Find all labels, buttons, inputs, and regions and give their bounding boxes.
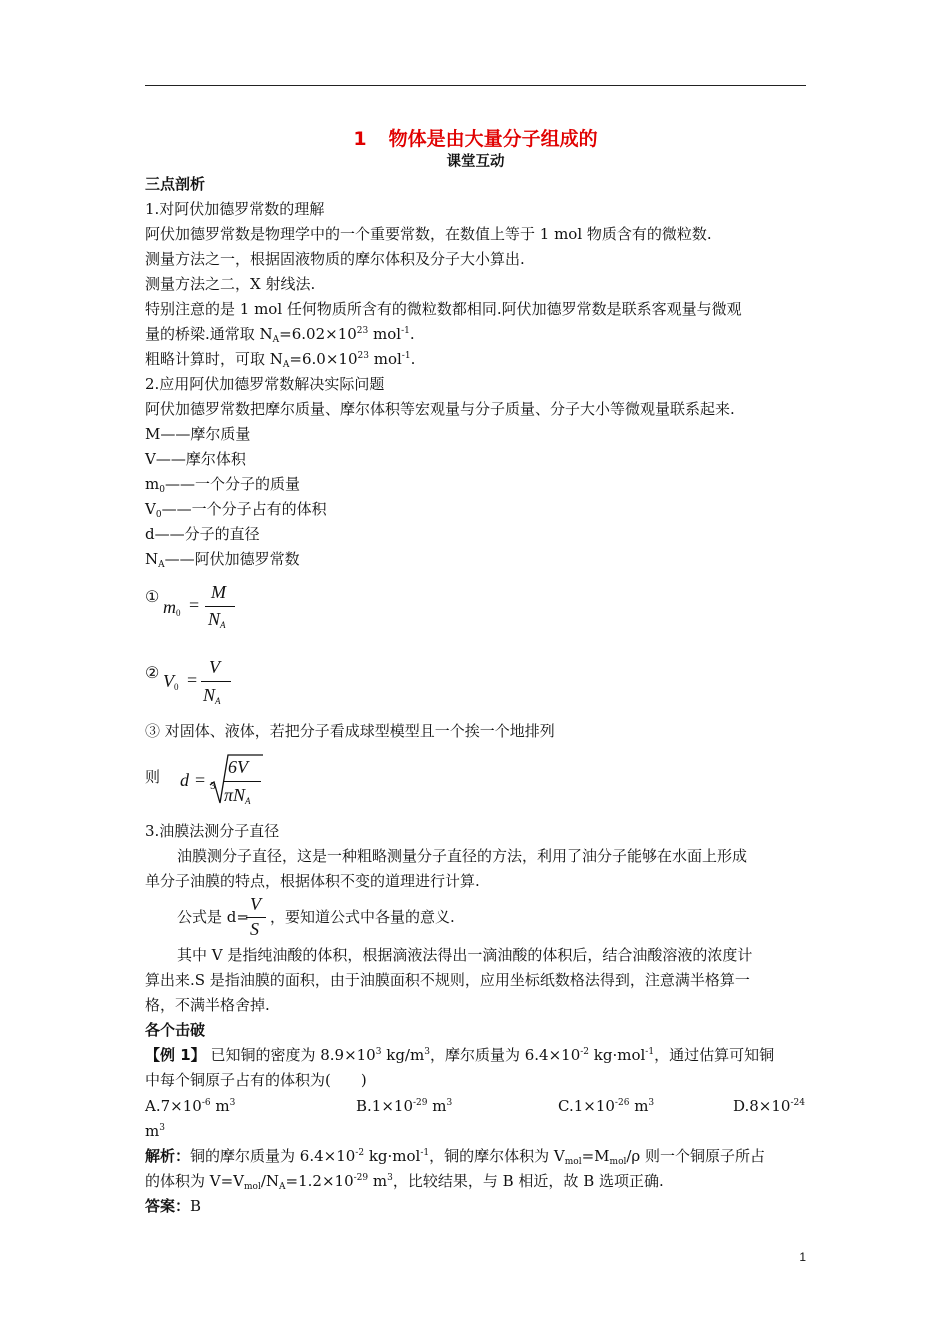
definition-line: $V_0——$一个分子占有的体积 [145,500,327,520]
paragraph-line: 其中 V 是指纯油酸的体积，根据滴液法得出一滴油酸的体积后，结合油酸溶液的浓度计 [177,946,753,964]
header-rule [145,85,806,86]
paragraph-line: 特别注意的是 1 mol 任何物质所含有的微粒数都相同.阿伏加德罗常数是联系客观量与微观 [145,300,742,318]
option-c: $C.1\times 10^{-26}$ $m^3$ [558,1097,655,1115]
paragraph-line: 单分子油膜的特点，根据体积不变的道理进行计算. [145,872,480,890]
option-d-unit: $m^3$ [145,1122,165,1140]
paragraph-line: 测量方法之一，根据固液物质的摩尔体积及分子大小算出. [145,250,525,268]
option-a: $A.7\times 10^{-6}$ $m^3$ [145,1097,236,1115]
paragraph-line: 量的桥梁.通常取 $N_A=6.02\times 10^{23}$ mol$^{-1}$. [145,325,415,345]
answer-line: 答案：B [145,1197,202,1215]
paragraph-line: 油膜测分子直径，这是一种粗略测量分子直径的方法，利用了油分子能够在水面上形成 [177,847,748,865]
page-subtitle: 课堂互动 [446,154,505,170]
paragraph-line: ③ 对固体、液体，若把分子看成球型模型且一个挨一个地排列 [145,722,555,740]
definition-line: d——分子的直径 [145,525,260,543]
paragraph-line: 算出来.S 是指油膜的面积，由于油膜面积不规则，应用坐标纸数格法得到，注意满半格算一 [145,971,750,989]
page-title: 1 物体是由大量分子组成的 [353,128,598,150]
section-heading: 各个击破 [145,1021,206,1039]
paragraph-line: 测量方法之二，X 射线法. [145,275,316,293]
subsection-heading: 3.油膜法测分子直径 [145,822,280,840]
definition-line: $N_A——$阿伏加德罗常数 [145,550,300,570]
analysis-line: 解析：铜的摩尔质量为 $6.4\times 10^{-2}$ kg·mol$^{-1}$，铜的摩尔体积为 $V_{mol}=M_{mol}/\rho$ 则一个铜原子所占 [145,1147,766,1167]
subsection-heading: 2.应用阿伏加德罗常数解决实际问题 [145,375,385,393]
analysis-line: 的体积为 $V=V_{mol}/N_A=1.2\times 10^{-29}$ $m^3$，比较结果，与 B 相近，故 B 选项正确. [145,1172,664,1192]
option-d: $D.8\times 10^{-24}$ [733,1097,805,1115]
paragraph-line: 格，不满半格舍掉. [145,996,270,1014]
option-b: $B.1\times 10^{-29}$ $m^3$ [356,1097,453,1115]
paragraph-line: 阿伏加德罗常数把摩尔质量、摩尔体积等宏观量与分子质量、分子大小等微观量联系起来. [145,400,735,418]
definition-line: M——摩尔质量 [145,425,251,443]
paragraph-line: 阿伏加德罗常数是物理学中的一个重要常数，在数值上等于 1 mol 物质含有的微粒数. [145,225,712,243]
paragraph-line: 粗略计算时，可取 $N_A=6.0\times 10^{23}$ mol$^{-1}$. [145,350,416,370]
subsection-heading: 1.对阿伏加德罗常数的理解 [145,200,325,218]
example-question: 中每个铜原子占有的体积为( ) [145,1071,367,1089]
definition-line: V——摩尔体积 [145,450,246,468]
section-heading: 三点剖析 [145,175,206,193]
page-number: 1 [799,1250,806,1264]
example-question: 【例 1】 已知铜的密度为 $8.9\times 10^3$ $kg/m^3$，摩尔质量为 $6.4\times 10^{-2}$ kg·mol$^{-1}$，通过估算可知铜 [145,1046,775,1064]
definition-line: $m_0——$一个分子的质量 [145,475,300,495]
